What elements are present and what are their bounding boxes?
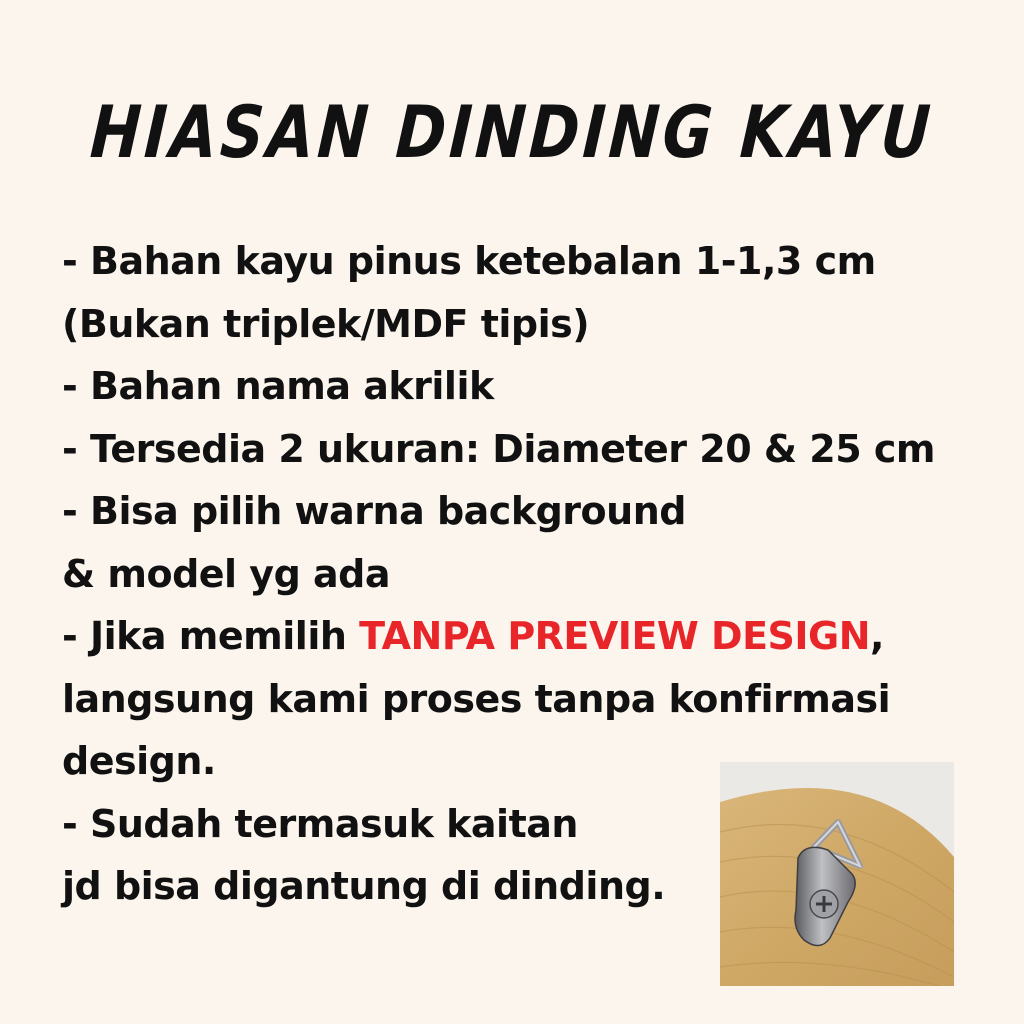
description-line: design. <box>62 739 216 783</box>
description-line: - Bahan kayu pinus ketebalan 1-1,3 cm <box>62 239 876 283</box>
description-line: & model yg ada <box>62 551 390 596</box>
description-line-highlight <box>62 605 1012 668</box>
description-line: - Bisa pilih warna background <box>62 489 686 533</box>
description-line: - Sudah termasuk kaitan <box>62 801 578 846</box>
hanger-hook-photo <box>720 762 954 986</box>
description-line: - Tersedia 2 ukuran: Diameter 20 & 25 cm <box>62 426 935 471</box>
highlight-text: TANPA PREVIEW DESIGN <box>359 614 871 658</box>
photo-illustration <box>720 762 954 986</box>
description-line: jd bisa digantung di dinding. <box>62 864 666 908</box>
page-title: HIASAN DINDING KAYU <box>88 90 936 174</box>
line-prefix: - Jika memilih <box>62 614 360 658</box>
line-suffix: , <box>870 614 884 658</box>
description-line: - Bahan nama akrilik <box>62 364 494 408</box>
description-line: langsung kami proses tanpa konfirmasi <box>62 676 891 721</box>
description-line: (Bukan triplek/MDF tipis) <box>62 301 590 346</box>
